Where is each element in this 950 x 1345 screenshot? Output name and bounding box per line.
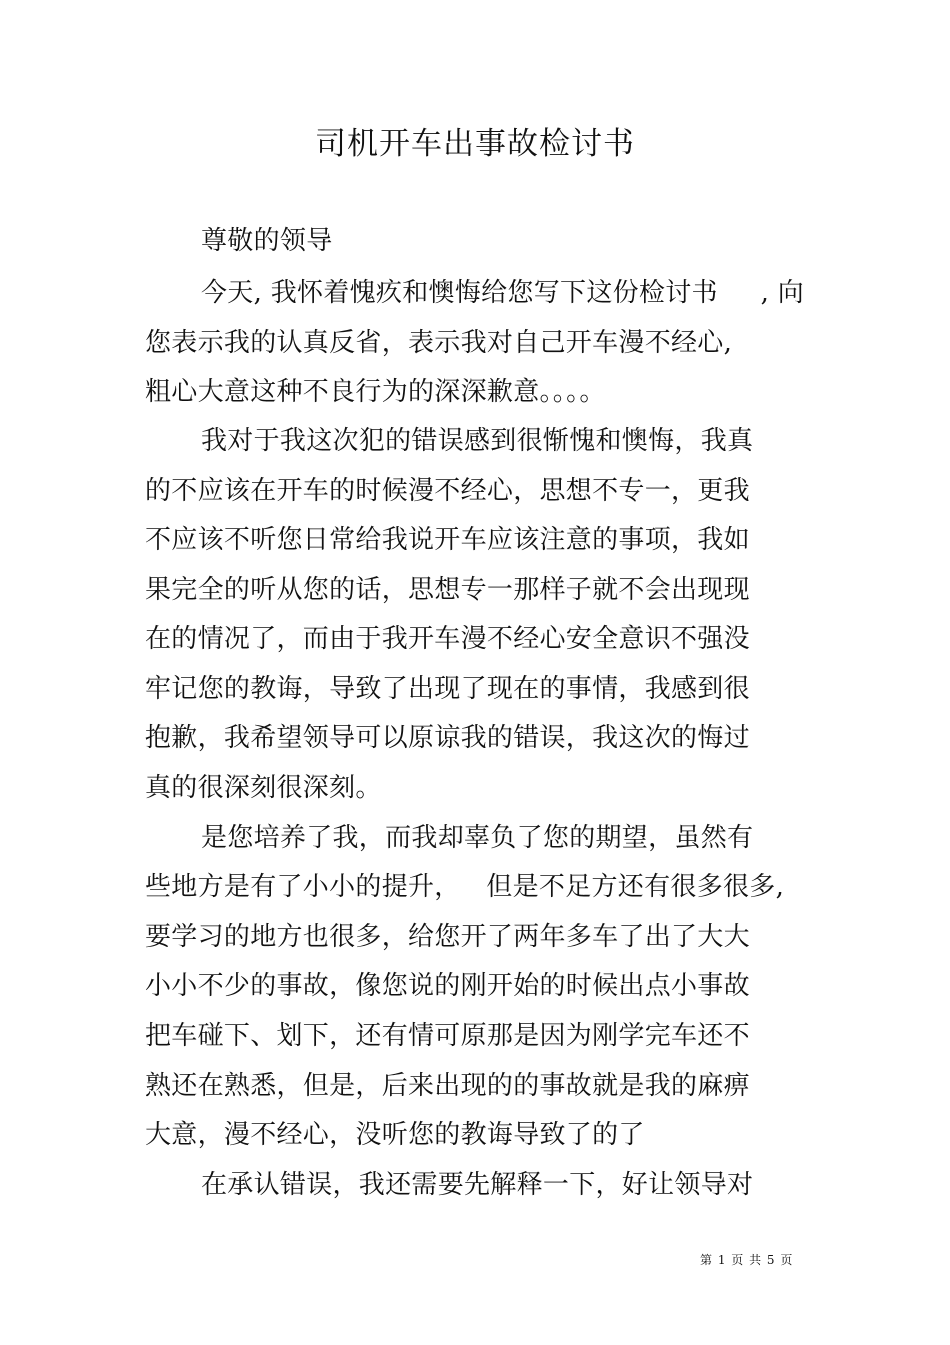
- paragraph-line: 大意，漫不经心，没听您的教诲导致了的了: [145, 1120, 645, 1150]
- paragraph-line: 些地方是有了小小的提升， 但是不足方还有很多很多,: [145, 872, 785, 902]
- paragraph-line: 牢记您的教诲，导致了出现了现在的事情，我感到很: [145, 674, 750, 704]
- paragraph-line: 您表示我的认真反省，表示我对自己开车漫不经心,: [145, 328, 733, 358]
- paragraph-line: 是您培养了我，而我却辜负了您的期望，虽然有: [201, 823, 754, 853]
- salutation-line: 尊敬的领导: [201, 226, 333, 256]
- paragraph-line: 要学习的地方也很多，给您开了两年多车了出了大大: [145, 922, 750, 952]
- paragraph-line: 粗心大意这种不良行为的深深歉意。。。。: [145, 377, 606, 407]
- paragraph-line: 不应该不听您日常给我说开车应该注意的事项，我如: [145, 525, 750, 555]
- page-title: 司机开车出事故检讨书: [315, 126, 635, 162]
- paragraph-line: 今天, 我怀着愧疚和懊悔给您写下这份检讨书 , 向: [201, 278, 805, 308]
- page-number-footer: 第 1 页 共 5 页: [700, 1253, 794, 1267]
- paragraph-line: 熟还在熟悉，但是，后来出现的的事故就是我的麻痹: [145, 1071, 750, 1101]
- paragraph-line: 小小不少的事故，像您说的刚开始的时候出点小事故: [145, 971, 750, 1001]
- paragraph-line: 果完全的听从您的话，思想专一那样子就不会出现现: [145, 575, 750, 605]
- paragraph-line: 抱歉，我希望领导可以原谅我的错误，我这次的悔过: [145, 723, 750, 753]
- paragraph-line: 真的很深刻很深刻。: [145, 773, 382, 803]
- paragraph-line: 的不应该在开车的时候漫不经心，思想不专一，更我: [145, 476, 750, 506]
- paragraph-line: 在的情况了，而由于我开车漫不经心安全意识不强没: [145, 624, 750, 654]
- paragraph-line: 把车碰下、划下，还有情可原那是因为刚学完车还不: [145, 1021, 750, 1051]
- paragraph-line: 在承认错误，我还需要先解释一下，好让领导对: [201, 1170, 754, 1200]
- paragraph-line: 我对于我这次犯的错误感到很惭愧和懊悔，我真: [201, 426, 754, 456]
